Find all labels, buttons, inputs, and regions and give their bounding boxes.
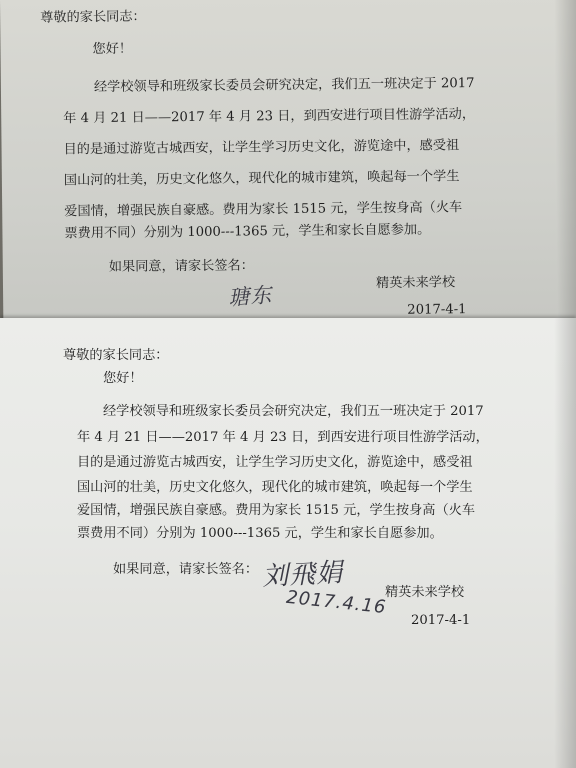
body-line: 国山河的壮美，历史文化悠久，现代化的城市建筑，唤起每一个学生 bbox=[77, 480, 473, 495]
parent-signature: 瑭东 bbox=[227, 282, 274, 311]
body-line: 目的是通过游览古城西安，让学生学习历史文化，游览途中，感受祖 bbox=[63, 138, 460, 158]
letter-sheet-bottom bbox=[0, 318, 576, 768]
greeting: 您好！ bbox=[103, 371, 143, 386]
body-line: 年 4 月 21 日——2017 年 4 月 23 日，到西安进行项目性游学活动， bbox=[63, 107, 476, 127]
salutation: 尊敬的家长同志： bbox=[40, 9, 146, 26]
letter-sheet-top bbox=[0, 0, 576, 335]
body-line: 票费用不同）分别为 1000---1365 元，学生和家长自愿参加。 bbox=[77, 526, 443, 541]
body-line: 爱国情，增强民族自豪感。费用为家长 1515 元，学生按身高（火车 bbox=[64, 200, 463, 220]
body-line: 经学校领导和班级家长委员会研究决定，我们五一班决定于 2017 bbox=[93, 76, 475, 96]
body-line: 经学校领导和班级家长委员会研究决定，我们五一班决定于 2017 bbox=[103, 404, 484, 419]
body-line: 票费用不同）分别为 1000---1365 元，学生和家长自愿参加。 bbox=[64, 222, 431, 242]
body-line: 目的是通过游览古城西安，让学生学习历史文化，游览途中，感受祖 bbox=[77, 455, 473, 470]
body-line: 爱国情，增强民族自豪感。费用为家长 1515 元，学生按身高（火车 bbox=[77, 503, 476, 518]
parent-signature: 刘飛娟 bbox=[261, 557, 344, 593]
greeting: 您好！ bbox=[92, 41, 133, 58]
letter-date: 2017-4-1 bbox=[411, 613, 471, 628]
handwritten-date: 2017.4.16 bbox=[285, 586, 388, 619]
letter-date: 2017-4-1 bbox=[407, 302, 467, 318]
school-name: 精英未来学校 bbox=[375, 275, 456, 292]
body-line: 年 4 月 21 日——2017 年 4 月 23 日，到西安进行项目性游学活动， bbox=[77, 430, 489, 445]
school-name: 精英未来学校 bbox=[385, 585, 465, 600]
salutation: 尊敬的家长同志： bbox=[63, 348, 169, 363]
body-line: 国山河的壮美，历史文化悠久，现代化的城市建筑，唤起每一个学生 bbox=[63, 169, 460, 189]
consent-prompt: 如果同意，请家长签名： bbox=[113, 562, 259, 577]
consent-prompt: 如果同意，请家长签名： bbox=[108, 258, 254, 275]
